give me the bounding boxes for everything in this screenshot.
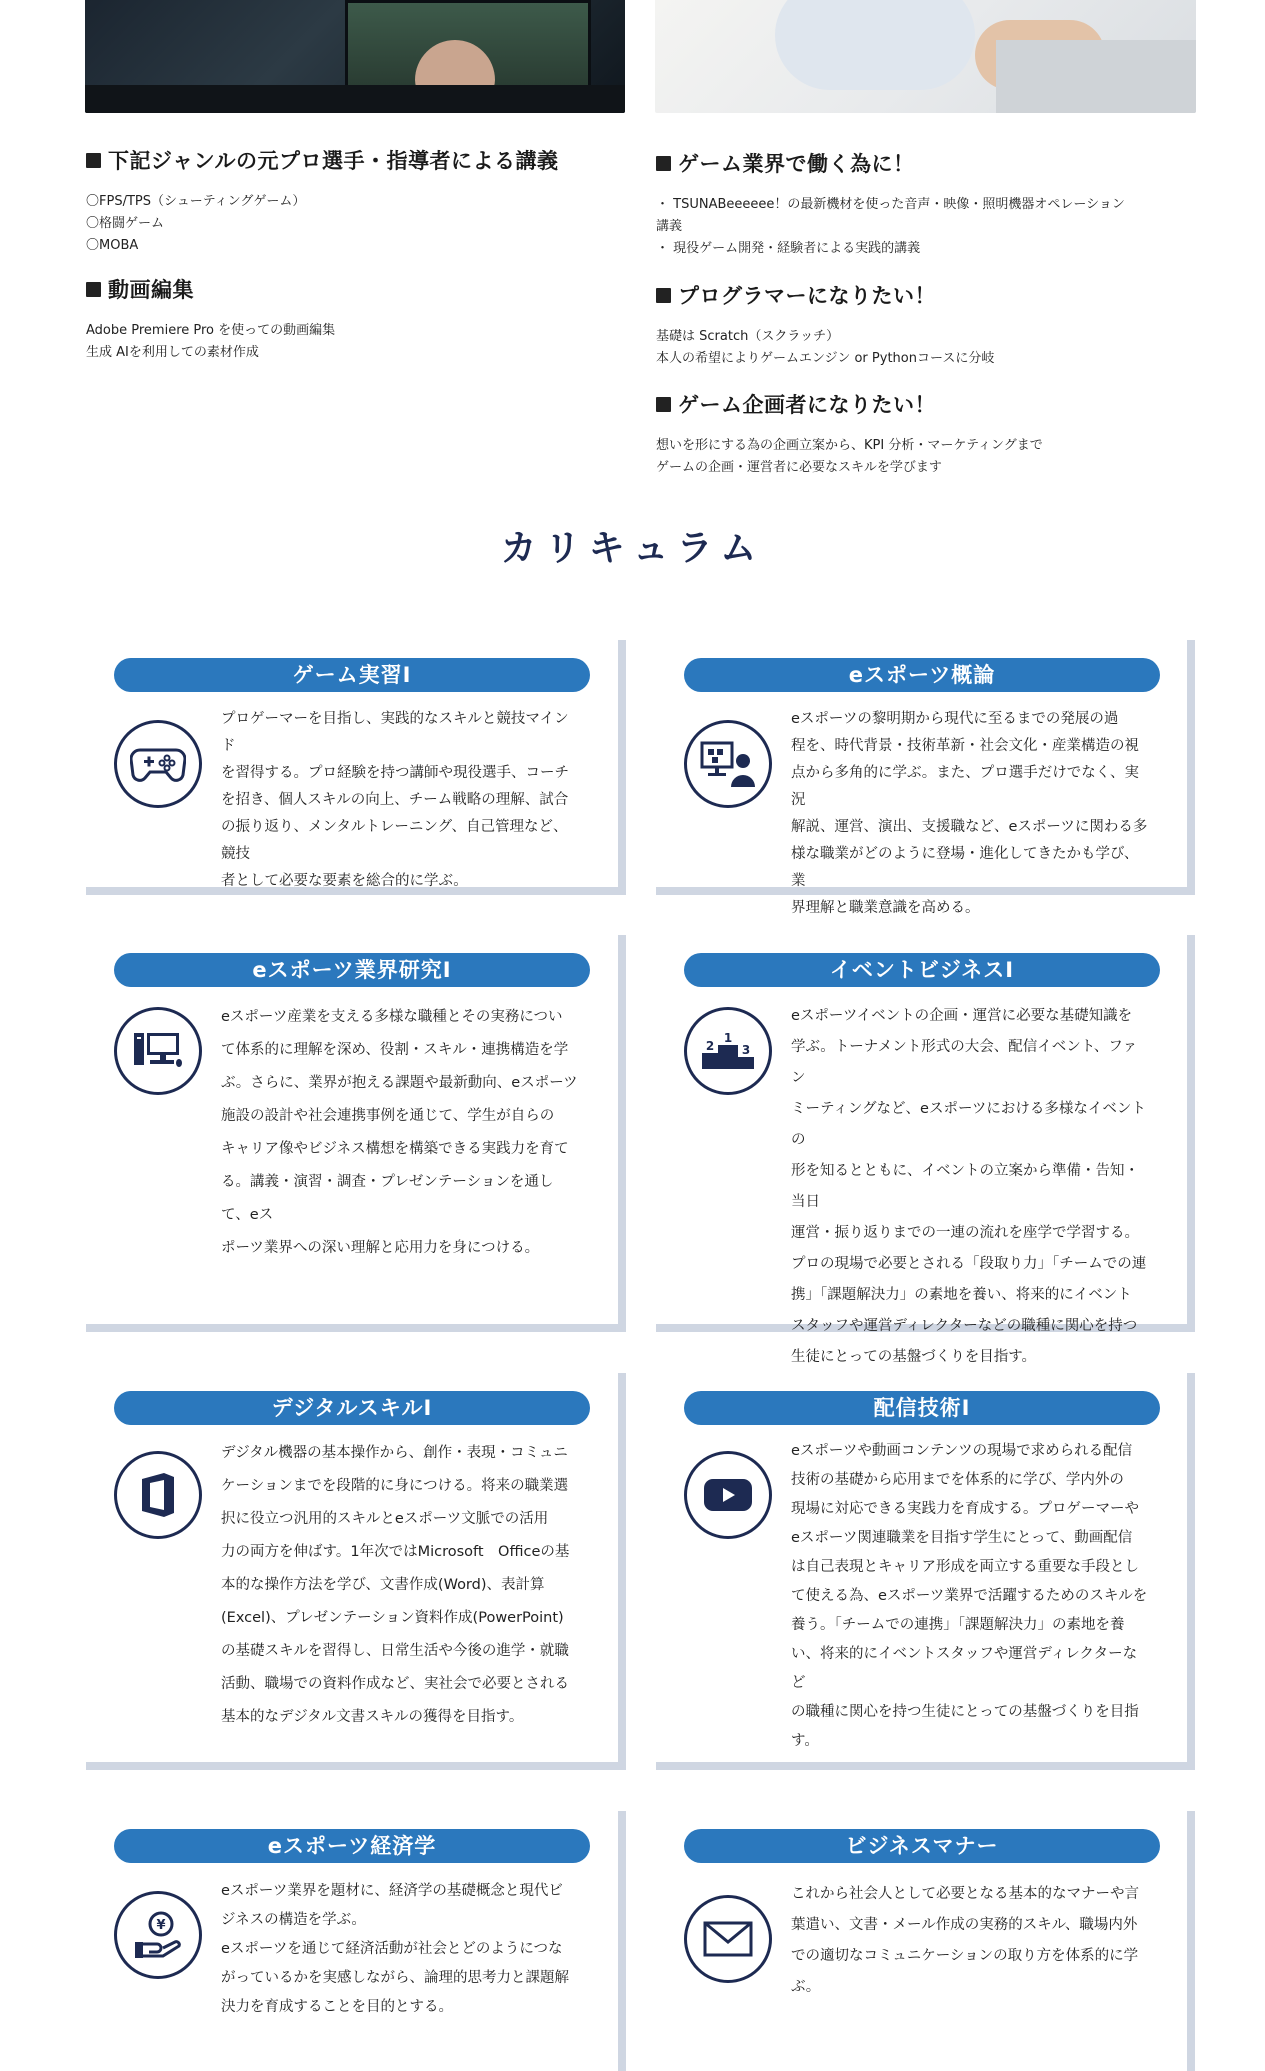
section-game-industry (656, 148, 1125, 260)
card-line: る。講義・演習・調査・プレゼンテーションを通して、eス (221, 1174, 554, 1223)
bullet-square-icon (86, 282, 101, 297)
card-esports-overview (656, 640, 1187, 916)
card-description (221, 1001, 581, 1265)
section-title: 下記ジャンルの元プロ選手・指導者による講義 (108, 149, 559, 173)
player-screen-icon (684, 720, 772, 808)
svg-text:3: 3 (741, 1043, 751, 1057)
section-line: 本人の希望によりゲームエンジン or Pythonコースに分岐 (656, 351, 995, 366)
card-line: を招き、個人スキルの向上、チーム戦略の理解、試合 (221, 792, 569, 808)
card-line: 施設の設計や社会連携事例を通じて、学生が自らの (221, 1108, 555, 1124)
section-game-planner (656, 389, 1043, 479)
section-line: 〇MOBA (86, 238, 139, 253)
card-line: eスポーツイベントの企画・運営に必要な基礎知識を (791, 1008, 1133, 1024)
section-line: ・ TSUNABeeeeee！の最新機材を使った音声・映像・照明機器オペレーション (656, 197, 1125, 212)
card-line: デジタル機器の基本操作から、創作・表現・コミュニ (221, 1445, 568, 1461)
card-line: (Excel)、プレゼンテーション資料作成(PowerPoint) (221, 1610, 564, 1626)
svg-text:1: 1 (723, 1031, 733, 1045)
card-digital-skills (86, 1373, 618, 1762)
office-photo (655, 0, 1196, 113)
desktop-computer-icon (114, 1007, 202, 1095)
card-line: 程を、時代背景・技術革新・社会文化・産業構造の視 (791, 738, 1139, 754)
section-line: 講義 (656, 219, 683, 234)
card-line: ぶ。 (791, 1979, 821, 1995)
office-icon (114, 1451, 202, 1539)
card-description (791, 1001, 1151, 1373)
card-line: eスポーツを通じて経済活動が社会とどのようにつな (221, 1941, 563, 1957)
card-description (791, 706, 1151, 922)
section-pro-lecture (86, 145, 559, 257)
section-title: ゲーム企画者になりたい！ (678, 393, 936, 417)
card-line: プロの現場で必要とされる「段取り力」「チームでの連 (791, 1256, 1147, 1272)
card-line: 技術の基礎から応用までを体系的に学び、学内外の (791, 1472, 1124, 1488)
card-line: の振り返り、メンタルトレーニング、自己管理など、競技 (221, 819, 568, 862)
section-line: ・ 現役ゲーム開発・経験者による実践的講義 (656, 241, 921, 256)
section-line: Adobe Premiere Pro を使っての動画編集 (86, 323, 336, 338)
card-line: eスポーツの黎明期から現代に至るまでの発展の過 (791, 711, 1119, 727)
yen-hand-icon (114, 1891, 202, 1979)
bullet-square-icon (86, 153, 101, 168)
card-game-practice (86, 640, 618, 887)
card-line: 解説、運営、演出、支援職など、eスポーツに関わる多 (791, 819, 1148, 835)
card-line: 本的な操作方法を学び、文書作成(Word)、表計算 (221, 1577, 545, 1593)
section-line: 基礎は Scratch（スクラッチ） (656, 329, 840, 344)
gamepad-icon (114, 720, 202, 808)
bullet-square-icon (656, 397, 671, 412)
card-description (221, 1877, 581, 2022)
card-line: 学ぶ。トーナメント形式の大会、配信イベント、ファン (791, 1039, 1138, 1086)
podium-icon (684, 1007, 772, 1095)
bullet-square-icon (656, 288, 671, 303)
card-line: 決力を育成することを目的とする。 (221, 1999, 453, 2015)
card-line: 者として必要な要素を総合的に学ぶ。 (221, 873, 468, 889)
gaming-photo (85, 0, 625, 113)
svg-text:¥: ¥ (156, 1918, 166, 1933)
card-title: eスポーツ業界研究Ⅰ (114, 953, 590, 987)
card-line: eスポーツ産業を支える多様な職種とその実務につい (221, 1009, 563, 1025)
card-line: 養う。「チームでの連携」「課題解決力」の素地を養 (791, 1617, 1125, 1633)
svg-text:2: 2 (705, 1039, 715, 1053)
card-industry-research (86, 935, 618, 1324)
card-line: での適切なコミュニケーションの取り方を体系的に学 (791, 1948, 1139, 1964)
card-line: す。 (791, 1733, 819, 1749)
bullet-square-icon (656, 156, 671, 171)
card-line: て体系的に理解を深め、役割・スキル・連携構造を学 (221, 1042, 569, 1058)
mail-icon (684, 1895, 772, 1983)
section-title: 動画編集 (108, 278, 194, 302)
card-line: 点から多角的に学ぶ。また、プロ選手だけでなく、実況 (791, 765, 1139, 808)
card-line: 運営・振り返りまでの一連の流れを座学で学習する。 (791, 1225, 1139, 1241)
card-line: は自己表現とキャリア形成を両立する重要な手段とし (791, 1559, 1139, 1575)
card-line: い、将来的にイベントスタッフや運営ディレクターなど (791, 1646, 1138, 1691)
card-description (791, 1879, 1151, 2003)
section-video-editing (86, 274, 335, 364)
card-line: 基本的なデジタル文書スキルの獲得を目指す。 (221, 1709, 524, 1725)
card-line: て使える為、eスポーツ業界で活躍するためのスキルを (791, 1588, 1148, 1604)
card-title: イベントビジネスⅠ (684, 953, 1160, 987)
card-line: 現場に対応できる実践力を育成する。プロゲーマーや (791, 1501, 1139, 1517)
section-line: 生成 AIを利用しての素材作成 (86, 345, 259, 360)
card-title: eスポーツ概論 (684, 658, 1160, 692)
section-line: 〇FPS/TPS（シューティングゲーム） (86, 194, 306, 209)
card-line: 携」「課題解決力」の素地を養い、将来的にイベント (791, 1287, 1132, 1303)
card-line: キャリア像やビジネス構想を構築できる実践力を育て (221, 1141, 569, 1157)
card-line: ぶ。さらに、業界が抱える課題や最新動向、eスポーツ (221, 1075, 578, 1091)
card-description (221, 1437, 581, 1734)
card-title: ビジネスマナー (684, 1829, 1160, 1863)
section-line: ゲームの企画・運営者に必要なスキルを学びます (656, 460, 942, 475)
video-play-icon (684, 1451, 772, 1539)
section-line: 想いを形にする為の企画立案から、KPI 分析・マーケティングまで (656, 438, 1043, 453)
card-line: eスポーツや動画コンテンツの現場で求められる配信 (791, 1443, 1133, 1459)
card-line: の職種に関心を持つ生徒にとっての基盤づくりを目指 (791, 1704, 1139, 1720)
card-line: 形を知るとともに、イベントの立案から準備・告知・当日 (791, 1163, 1139, 1210)
card-line: 生徒にとっての基盤づくりを目指す。 (791, 1349, 1037, 1365)
section-line: 〇格闘ゲーム (86, 216, 165, 231)
card-title: デジタルスキルⅠ (114, 1391, 590, 1425)
card-line: ジネスの構造を学ぶ。 (221, 1912, 366, 1928)
section-programmer (656, 280, 994, 370)
card-line: eスポーツ関連職業を目指す学生にとって、動画配信 (791, 1530, 1133, 1546)
card-title: 配信技術Ⅰ (684, 1391, 1160, 1425)
card-line: 葉遣い、文書・メール作成の実務的スキル、職場内外 (791, 1917, 1138, 1933)
card-line: スタッフや運営ディレクターなどの職種に関心を持つ (791, 1318, 1138, 1334)
card-line: これから社会人として必要となる基本的なマナーや言 (791, 1886, 1139, 1902)
card-line: がっているかを実感しながら、論理的思考力と課題解 (221, 1970, 569, 1986)
card-line: 力の両方を伸ばす。1年次ではMicrosoft Officeの基 (221, 1544, 570, 1560)
card-description (221, 706, 581, 895)
card-line: の基礎スキルを習得し、日常生活や今後の進学・就職 (221, 1643, 569, 1659)
card-line: ミーティングなど、eスポーツにおける多様なイベントの (791, 1101, 1146, 1148)
card-line: 様な職業がどのように登場・進化してきたかも学び、業 (791, 846, 1139, 889)
card-line: 活動、職場での資料作成など、実社会で必要とされる (221, 1676, 569, 1692)
card-title: ゲーム実習Ⅰ (114, 658, 590, 692)
card-business-manners (656, 1811, 1187, 2071)
card-description (791, 1437, 1151, 1756)
card-event-business (656, 935, 1187, 1365)
card-line: 界理解と職業意識を高める。 (791, 900, 980, 916)
section-title: プログラマーになりたい！ (678, 284, 936, 308)
card-line: 択に役立つ汎用的スキルとeスポーツ文脈での活用 (221, 1511, 549, 1527)
curriculum-title: カリキュラム (500, 528, 765, 569)
card-line: ポーツ業界への深い理解と応用力を身につける。 (221, 1240, 540, 1256)
card-line: プロゲーマーを目指し、実践的なスキルと競技マインド (221, 711, 569, 754)
card-line: を習得する。プロ経験を持つ講師や現役選手、コーチ (221, 765, 569, 781)
card-streaming-tech (656, 1373, 1187, 1762)
card-line: ケーションまでを段階的に身につける。将来の職業選 (221, 1478, 569, 1494)
section-title: ゲーム業界で働く為に！ (678, 152, 915, 176)
card-esports-economics (86, 1811, 618, 2071)
card-line: eスポーツ業界を題材に、経済学の基礎概念と現代ビ (221, 1883, 563, 1899)
card-title: eスポーツ経済学 (114, 1829, 590, 1863)
